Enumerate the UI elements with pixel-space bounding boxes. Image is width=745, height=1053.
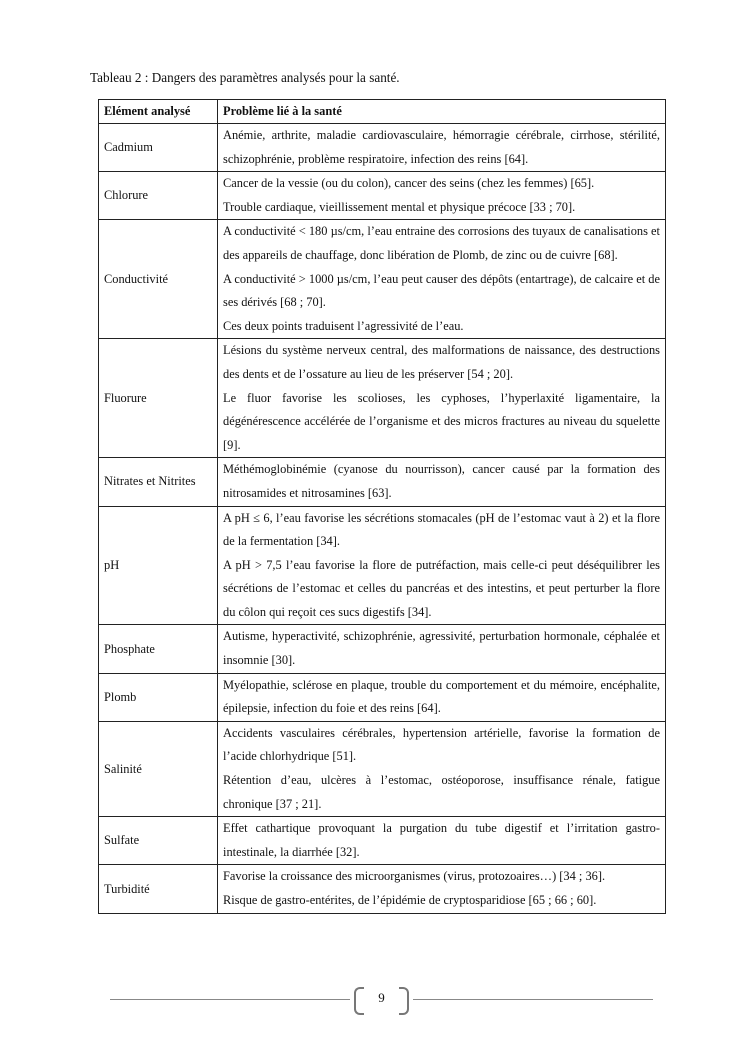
footer-rule-right — [413, 999, 653, 1000]
problem-cell — [218, 673, 666, 721]
header-problem: Problème lié à la santé — [218, 100, 666, 124]
table-row — [99, 865, 666, 913]
table-row — [99, 339, 666, 458]
header-element: Elément analysé — [99, 100, 218, 124]
page-footer — [110, 985, 653, 1015]
problem-cell — [218, 506, 666, 625]
problem-paragraph: Myélopathie, sclérose en plaque, trouble du comportement et du mémoire, encéphalite, épilepsie, infection du foie et des reins [64]. — [223, 677, 660, 716]
element-cell: Turbidité — [99, 865, 218, 913]
health-dangers-table — [98, 99, 666, 914]
table-row — [99, 817, 666, 865]
table-row — [99, 172, 666, 220]
table-row — [99, 721, 666, 816]
problem-paragraph: Ces deux points traduisent l’agressivité de l’eau. — [223, 318, 464, 333]
problem-paragraph: Trouble cardiaque, vieillissement mental et physique précoce [33 ; 70]. — [223, 199, 576, 214]
table-row — [99, 506, 666, 625]
problem-paragraph: Cancer de la vessie (ou du colon), cancer des seins (chez les femmes) [65]. — [223, 176, 595, 191]
problem-paragraph: Rétention d’eau, ulcères à l’estomac, ostéoporose, insuffisance rénale, fatigue chronique [37 ; 21]. — [223, 773, 660, 811]
problem-cell — [218, 817, 666, 865]
table-caption: Tableau 2 : Dangers des paramètres analysés pour la santé. — [90, 70, 400, 85]
problem-cell — [218, 721, 666, 816]
problem-cell — [218, 625, 666, 673]
problem-cell — [218, 458, 666, 506]
problem-paragraph: A conductivité < 180 µs/cm, l’eau entraine des corrosions des tuyaux de canalisations et des appareils de chauffage, donc libération de Plomb, de zinc ou de cuivre [68]. — [223, 224, 660, 262]
problem-paragraph: Méthémoglobinémie (cyanose du nourrisson), cancer causé par la formation des nitrosamides et nitrosamines [63]. — [223, 462, 660, 500]
table-row — [99, 124, 666, 172]
table-header-row — [99, 100, 666, 124]
table-row — [99, 458, 666, 506]
table-row — [99, 220, 666, 339]
table-row — [99, 673, 666, 721]
element-cell: Cadmium — [99, 124, 218, 172]
problem-paragraph: Anémie, arthrite, maladie cardiovasculaire, hémorragie cérébrale, cirrhose, stérilité, schizophrénie, problème respiratoire, infection des reins [64]. — [223, 128, 660, 166]
table-body — [99, 124, 666, 914]
footer-bracket-right — [399, 987, 409, 1015]
problem-paragraph: Accidents vasculaires cérébrales, hypertension artérielle, favorise la formation de l’acide chlorhydrique [51]. — [223, 725, 660, 764]
problem-cell — [218, 172, 666, 220]
element-cell: Sulfate — [99, 817, 218, 865]
problem-paragraph: Lésions du système nerveux central, des malformations de naissance, des destructions des dents et de l’ossature au lieu de les préserver [54 ; 20]. — [223, 343, 660, 381]
problem-paragraph: Favorise la croissance des microorganismes (virus, protozoaires…) [34 ; 36]. — [223, 869, 606, 884]
element-cell: Conductivité — [99, 220, 218, 339]
element-cell: Salinité — [99, 721, 218, 816]
problem-paragraph: Risque de gastro-entérites, de l’épidémie de cryptosparidiose [65 ; 66 ; 60]. — [223, 893, 597, 907]
table-row — [99, 625, 666, 673]
element-cell: Phosphate — [99, 625, 218, 673]
problem-paragraph: Le fluor favorise les scolioses, les cyphoses, l’hyperlaxité ligamentaire, la dégénérescence accélérée de l’organisme et des micros fractures au niveau du squelette [9]. — [223, 390, 660, 452]
problem-cell — [218, 339, 666, 458]
page-number: 9 — [378, 990, 385, 1005]
problem-paragraph: Autisme, hyperactivité, schizophrénie, agressivité, perturbation hormonale, céphalée et insomnie [30]. — [223, 629, 660, 668]
problem-cell — [218, 124, 666, 172]
problem-paragraph: A pH ≤ 6, l’eau favorise les sécrétions stomacales (pH de l’estomac vaut à 2) et la flore de la fermentation [34]. — [223, 510, 660, 549]
element-cell: Fluorure — [99, 339, 218, 458]
element-cell: Plomb — [99, 673, 218, 721]
problem-cell — [218, 220, 666, 339]
element-cell: pH — [99, 506, 218, 625]
problem-paragraph: Effet cathartique provoquant la purgation du tube digestif et l’irritation gastro-intestinale, la diarrhée [32]. — [223, 821, 660, 859]
element-cell: Nitrates et Nitrites — [99, 458, 218, 506]
problem-paragraph: A conductivité > 1000 µs/cm, l’eau peut causer des dépôts (entartrage), de calcaire et de ses dérivés [68 ; 70]. — [223, 271, 660, 310]
problem-paragraph: A pH > 7,5 l’eau favorise la flore de putréfaction, mais celle-ci peut déséquilibrer les sécrétions de l’estomac et celles du pancréas et des intestins, et peut perturber la flore du côlon qui reçoit ces sucs digestifs [34]. — [223, 557, 660, 619]
element-cell: Chlorure — [99, 172, 218, 220]
problem-cell — [218, 865, 666, 913]
